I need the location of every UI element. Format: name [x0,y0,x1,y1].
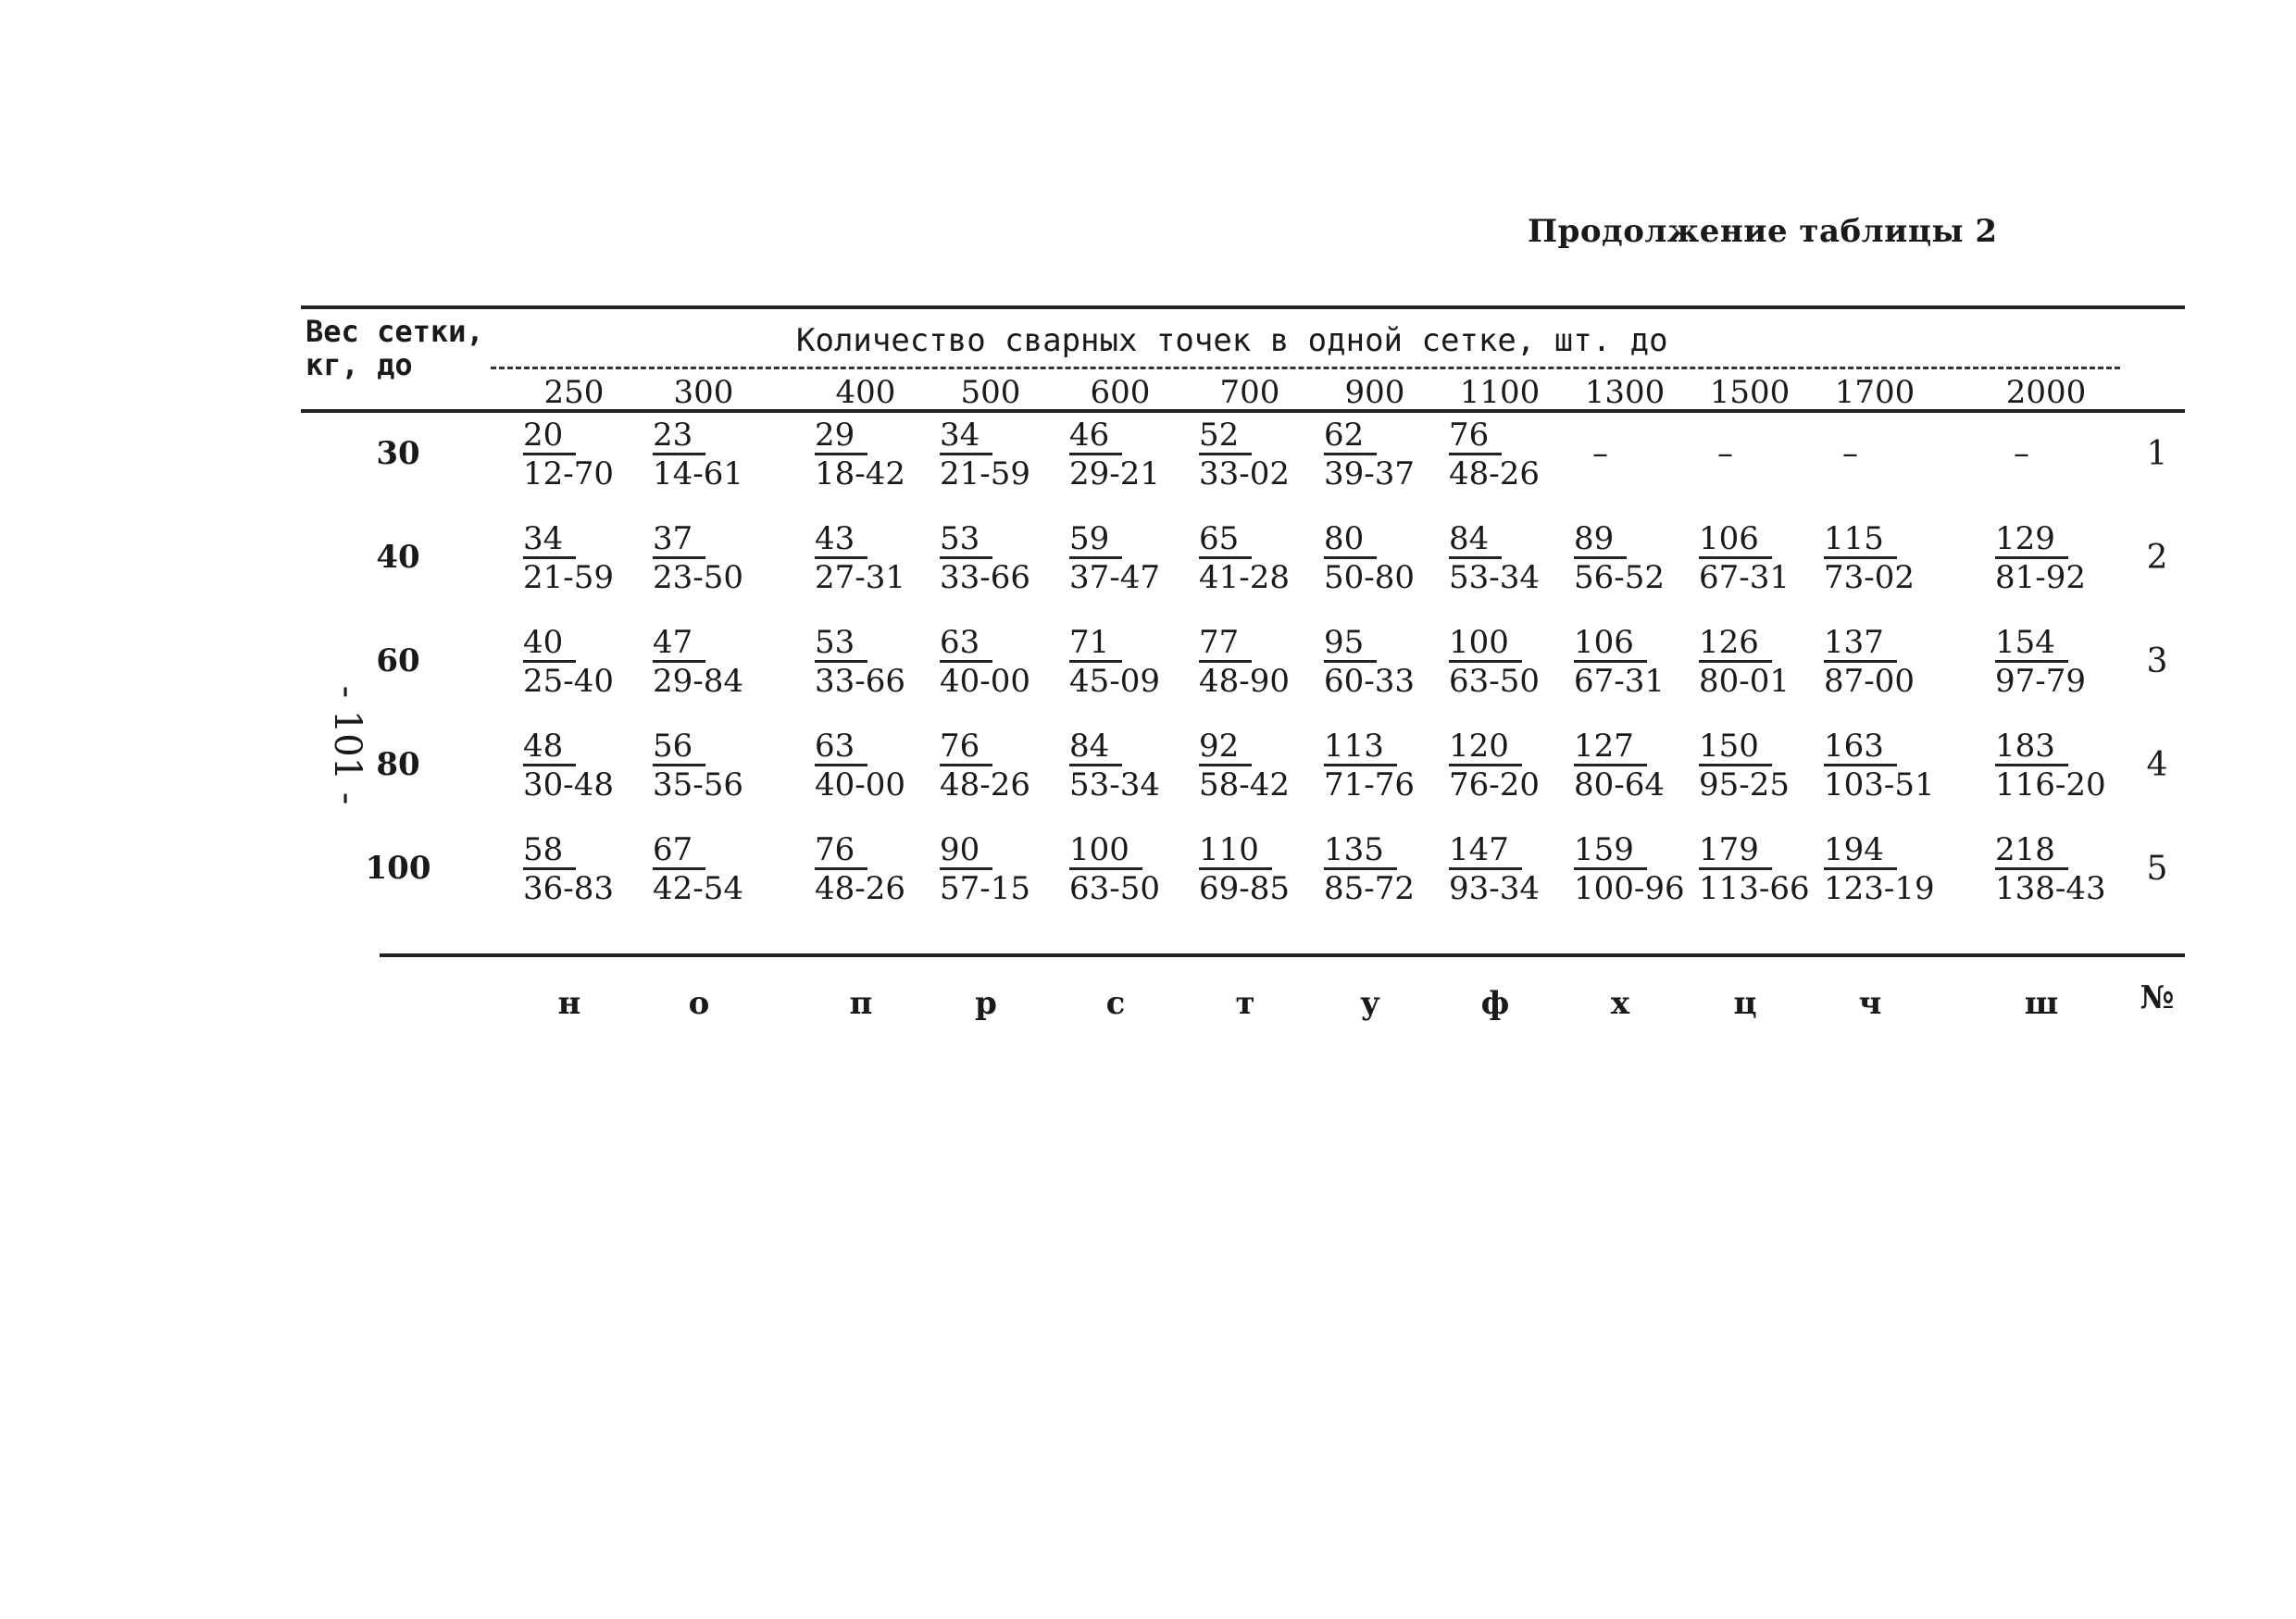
row-number: 5 [2146,850,2168,888]
table-cell [815,728,905,803]
table-cell [940,831,1030,907]
table-cell [1842,435,1858,472]
cell-count: 194 [1824,832,1897,870]
cell-count: 23 [653,417,705,455]
table-cell [1069,417,1160,492]
cell-price: 12-70 [523,455,615,492]
cell-count: 218 [1995,832,2068,870]
cell-count: 126 [1699,625,1772,663]
table-cell [1199,520,1290,596]
cell-count: 113 [1324,729,1397,766]
column-letter: с [1105,985,1126,1022]
row-number: 3 [2146,642,2168,680]
column-header: 300 [673,374,734,411]
cell-count: 52 [1199,417,1252,455]
table-cell [2014,435,2029,472]
table-cell [1324,728,1415,803]
cell-count: 135 [1324,832,1397,870]
cell-count: – [1717,435,1733,472]
cell-price: 116-20 [1995,766,2106,803]
cell-count: 80 [1324,521,1377,559]
cell-count: 84 [1069,729,1122,766]
cell-price: 63-50 [1069,870,1161,907]
cell-count: 59 [1069,521,1122,559]
row-weight: 30 [376,435,420,472]
cell-count: 100 [1069,832,1142,870]
row-weight: 40 [376,539,420,576]
table-cell [1699,520,1790,596]
cell-count: 100 [1449,625,1522,663]
cell-count: 53 [815,625,867,663]
cell-count: 127 [1574,729,1647,766]
cell-price: 50-80 [1324,559,1416,596]
table-cell [1592,435,1608,472]
column-letter: т [1235,985,1255,1022]
cell-price: 67-31 [1574,663,1666,700]
cell-count: 29 [815,417,867,455]
cell-count: 34 [523,521,576,559]
cell-price: 71-76 [1324,766,1416,803]
cell-price: 97-79 [1995,663,2087,700]
table-cell [653,831,743,907]
cell-price: 33-66 [815,663,906,700]
cell-count: 43 [815,521,867,559]
cell-count: – [1592,435,1608,472]
cell-count: 71 [1069,625,1122,663]
cell-count: 147 [1449,832,1522,870]
table-cell [1324,417,1415,492]
cell-count: 56 [653,729,705,766]
table-cell [653,624,743,700]
cell-count: – [1842,435,1858,472]
table-cell [1995,624,2086,700]
table-cell [653,417,743,492]
count-header: Количество сварных точек в одной сетке, шт. до [796,322,1668,359]
cell-price: 14-61 [653,455,744,492]
table-cell [1717,435,1733,472]
cell-price: 58-42 [1199,766,1291,803]
row-weight: 60 [376,642,420,679]
cell-count: 76 [1449,417,1502,455]
cell-price: 57-15 [940,870,1031,907]
cell-price: 25-40 [523,663,615,700]
cell-price: 37-47 [1069,559,1161,596]
table-cell [653,520,743,596]
table-cell [1699,831,1810,907]
cell-count: 106 [1574,625,1647,663]
table-cell [523,831,614,907]
cell-count: 89 [1574,521,1627,559]
cell-count: 95 [1324,625,1377,663]
table-cell [1449,520,1540,596]
cell-count: 110 [1199,832,1272,870]
table-cell [1069,728,1160,803]
cell-count: 46 [1069,417,1122,455]
cell-price: 113-66 [1699,870,1810,907]
cell-price: 33-02 [1199,455,1291,492]
cell-price: 80-01 [1699,663,1791,700]
table-cell [1574,728,1665,803]
cell-price: 21-59 [940,455,1031,492]
cell-price: 35-56 [653,766,744,803]
cell-price: 95-25 [1699,766,1791,803]
cell-price: 48-26 [1449,455,1541,492]
cell-price: 29-84 [653,663,744,700]
cell-price: 45-09 [1069,663,1161,700]
cell-price: 63-50 [1449,663,1541,700]
table-cell [1324,520,1415,596]
cell-count: 62 [1324,417,1377,455]
cell-price: 29-21 [1069,455,1161,492]
table-cell [1199,624,1290,700]
cell-count: 37 [653,521,705,559]
cell-count: 34 [940,417,992,455]
header-divider [491,367,2120,369]
cell-count: 129 [1995,521,2068,559]
cell-price: 53-34 [1449,559,1541,596]
column-header: 400 [835,374,896,411]
column-letter: о [688,985,710,1022]
cell-price: 30-48 [523,766,615,803]
cell-count: 67 [653,832,705,870]
cell-price: 36-83 [523,870,615,907]
table-cell [940,520,1030,596]
table-cell [1324,831,1415,907]
table-caption: Продолжение таблицы 2 [1528,213,1998,250]
column-letter: ш [2024,985,2059,1022]
cell-count: 120 [1449,729,1522,766]
table-bottom-rule [380,953,2185,957]
table-cell [523,624,614,700]
column-header: 700 [1219,374,1280,411]
cell-price: 23-50 [653,559,744,596]
cell-count: 58 [523,832,576,870]
column-letter: ч [1858,985,1882,1022]
cell-price: 123-19 [1824,870,1935,907]
cell-price: 93-34 [1449,870,1541,907]
cell-count: 53 [940,521,992,559]
cell-price: 73-02 [1824,559,1915,596]
row-number: 1 [2146,435,2168,473]
cell-price: 40-00 [940,663,1031,700]
cell-count: 47 [653,625,705,663]
table-cell [1699,728,1790,803]
cell-price: 18-42 [815,455,906,492]
cell-count: – [2014,435,2029,472]
table-cell [1995,831,2106,907]
cell-price: 41-28 [1199,559,1291,596]
cell-price: 48-90 [1199,663,1291,700]
row-number: 4 [2146,746,2168,784]
table-cell [1069,624,1160,700]
cell-price: 33-66 [940,559,1031,596]
row-weight: 100 [365,850,431,887]
cell-price: 40-00 [815,766,906,803]
cell-count: 179 [1699,832,1772,870]
table-cell [1324,624,1415,700]
column-header: 1700 [1834,374,1915,411]
table-cell [1199,831,1290,907]
cell-count: 65 [1199,521,1252,559]
table-cell [1574,520,1665,596]
table-cell [1449,728,1540,803]
table-cell [1449,624,1540,700]
cell-price: 48-26 [815,870,906,907]
cell-count: 63 [940,625,992,663]
weight-header [306,315,509,381]
table-cell [940,728,1030,803]
table-cell [1199,417,1290,492]
row-weight: 80 [376,746,420,783]
cell-price: 85-72 [1324,870,1416,907]
cell-price: 69-85 [1199,870,1291,907]
table-cell [1995,520,2086,596]
table-cell [523,728,614,803]
column-header: 1300 [1584,374,1666,411]
column-header: 600 [1090,374,1151,411]
cell-count: 92 [1199,729,1252,766]
table-cell [1995,728,2106,803]
table-cell [1824,831,1935,907]
cell-price: 103-51 [1824,766,1935,803]
cell-price: 21-59 [523,559,615,596]
cell-count: 137 [1824,625,1897,663]
table-cell [1574,624,1665,700]
column-letter: п [849,985,873,1022]
cell-count: 77 [1199,625,1252,663]
column-header: 2000 [2005,374,2087,411]
row-number: 2 [2146,539,2168,577]
cell-count: 40 [523,625,576,663]
column-letter: х [1610,985,1630,1022]
table-cell [523,417,614,492]
cell-count: 63 [815,729,867,766]
table-cell [940,624,1030,700]
table-cell [815,624,905,700]
column-letter: н [557,985,581,1022]
table-cell [523,520,614,596]
cell-count: 150 [1699,729,1772,766]
cell-count: 84 [1449,521,1502,559]
cell-count: 20 [523,417,576,455]
table-top-rule [301,305,2185,309]
column-header: 1500 [1709,374,1791,411]
cell-count: 48 [523,729,576,766]
cell-price: 53-34 [1069,766,1161,803]
cell-price: 42-54 [653,870,744,907]
column-header: 900 [1344,374,1405,411]
cell-count: 76 [815,832,867,870]
column-letter: у [1360,985,1380,1022]
number-sign: № [2140,979,2175,1016]
table-cell [1699,624,1790,700]
cell-price: 60-33 [1324,663,1416,700]
table-cell [1069,831,1160,907]
cell-count: 183 [1995,729,2068,766]
cell-price: 48-26 [940,766,1031,803]
cell-count: 154 [1995,625,2068,663]
cell-count: 163 [1824,729,1897,766]
cell-price: 76-20 [1449,766,1541,803]
weight-header-line2: кг, до [306,347,413,382]
column-header: 500 [960,374,1021,411]
cell-price: 81-92 [1995,559,2087,596]
column-header: 1100 [1459,374,1541,411]
cell-price: 100-96 [1574,870,1685,907]
cell-count: 159 [1574,832,1647,870]
cell-count: 106 [1699,521,1772,559]
cell-count: 90 [940,832,992,870]
table-cell [1824,624,1915,700]
table-cell [1449,831,1540,907]
cell-count: 76 [940,729,992,766]
table-cell [1449,417,1540,492]
cell-price: 27-31 [815,559,906,596]
table-cell [815,520,905,596]
table-cell [940,417,1030,492]
table-cell [1199,728,1290,803]
column-letter: р [975,985,997,1022]
cell-count: 115 [1824,521,1897,559]
cell-price: 87-00 [1824,663,1915,700]
table-cell [653,728,743,803]
table-cell [815,831,905,907]
table-cell [1824,520,1915,596]
table-cell [1574,831,1685,907]
weight-header-line1: Вес сетки, [306,314,484,349]
page-number: - 101 - [326,685,368,805]
column-letter: ц [1733,985,1757,1022]
cell-price: 39-37 [1324,455,1416,492]
table-cell [1069,520,1160,596]
column-letter: ф [1480,985,1510,1022]
cell-price: 56-52 [1574,559,1666,596]
cell-price: 80-64 [1574,766,1666,803]
table-cell [1824,728,1935,803]
cell-price: 67-31 [1699,559,1791,596]
cell-price: 138-43 [1995,870,2106,907]
column-header: 250 [543,374,605,411]
table-cell [815,417,905,492]
